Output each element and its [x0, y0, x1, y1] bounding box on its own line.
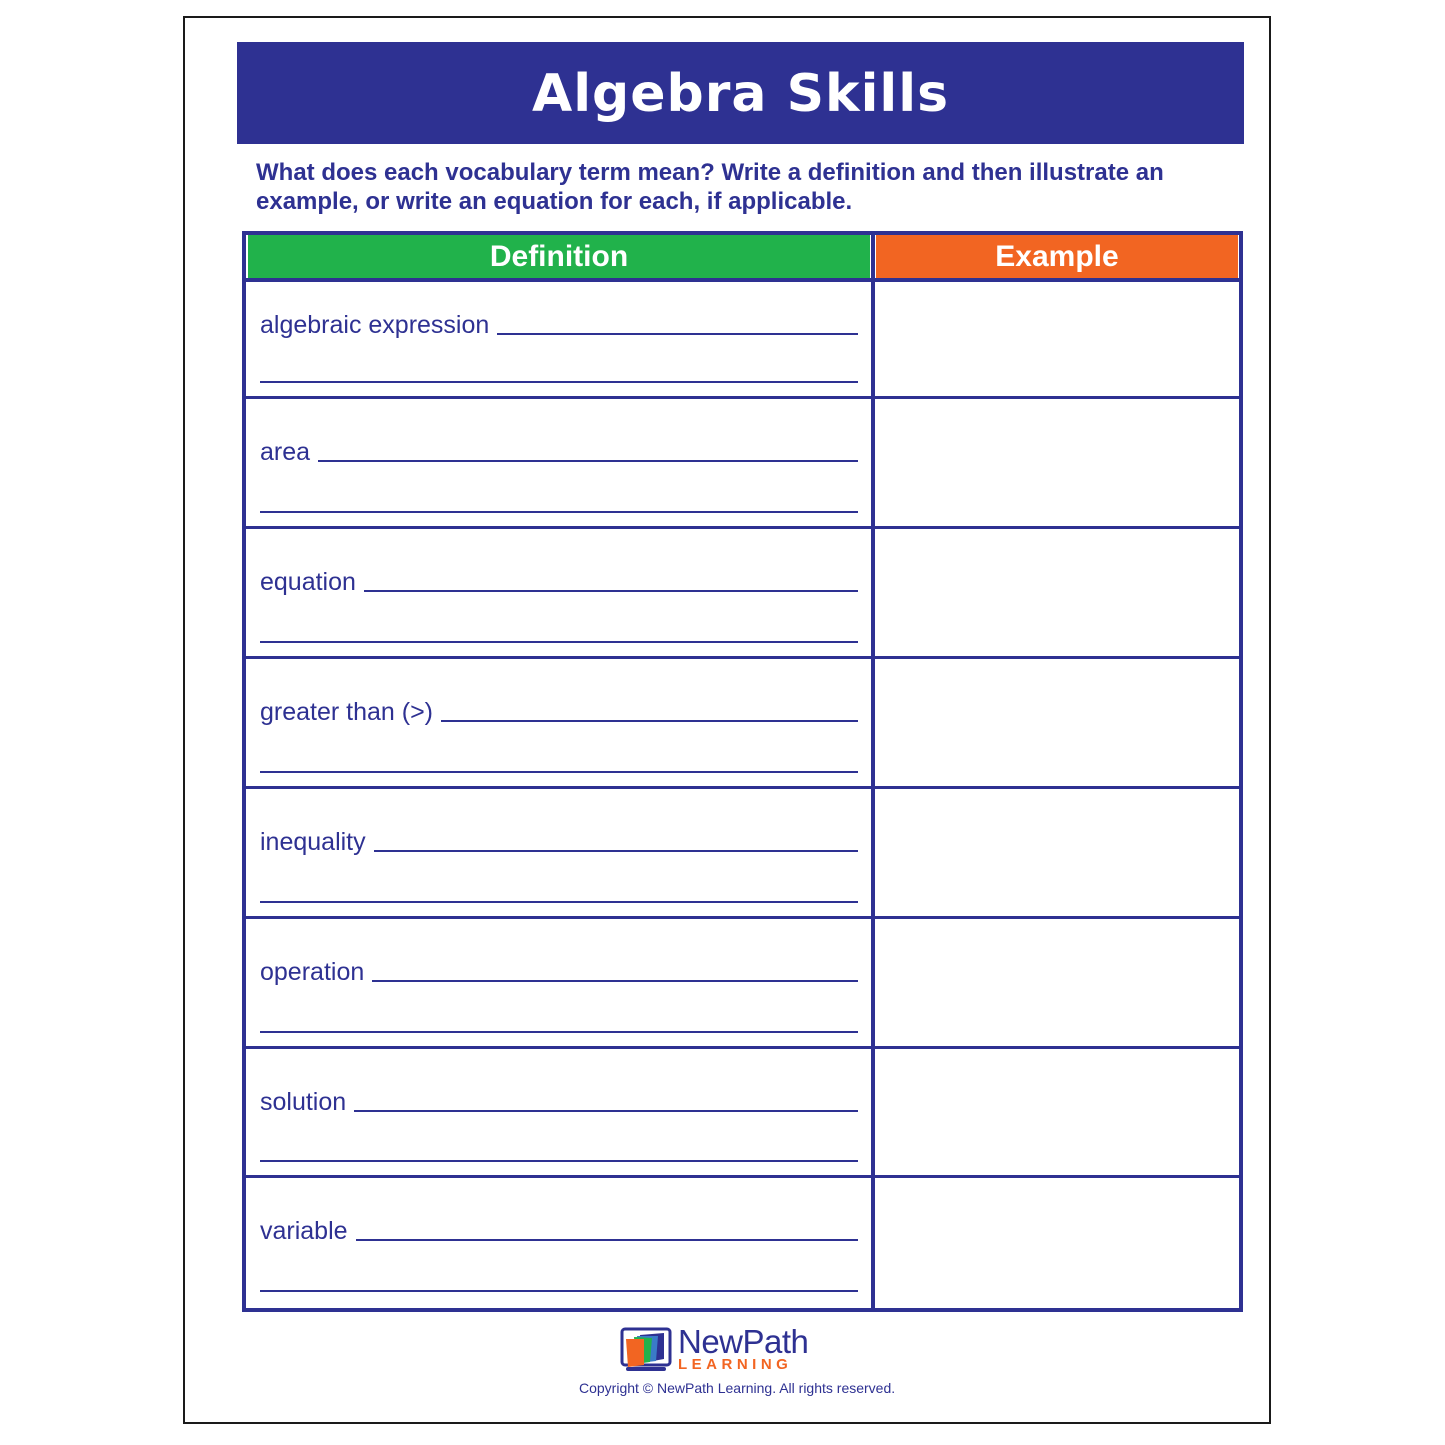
definition-blank-line[interactable] — [260, 1031, 858, 1033]
logo-name-line2: LEARNING — [678, 1356, 793, 1373]
definition-blank-line[interactable] — [372, 980, 858, 982]
logo-name-line1: NewPath — [678, 1323, 809, 1360]
definition-blank-line[interactable] — [354, 1110, 858, 1112]
term-line — [260, 1218, 858, 1244]
definition-blank-line[interactable] — [260, 641, 858, 643]
definition-blank-line[interactable] — [260, 901, 858, 903]
logo-wordmark — [678, 1323, 809, 1373]
definition-blank-line[interactable] — [260, 1160, 858, 1162]
vocabulary-term: solution — [260, 1088, 347, 1116]
example-cell[interactable] — [875, 789, 1239, 916]
newpath-logo — [620, 1323, 809, 1373]
vocabulary-term: operation — [260, 958, 365, 986]
definition-blank-line[interactable] — [364, 590, 858, 592]
example-cell[interactable] — [875, 529, 1239, 656]
definition-blank-line[interactable] — [356, 1239, 858, 1241]
example-cell[interactable] — [875, 1178, 1239, 1305]
copyright-notice: Copyright © NewPath Learning. All rights reserved. — [579, 1380, 896, 1396]
definition-blank-line[interactable] — [260, 381, 858, 383]
title-banner — [237, 42, 1244, 144]
page-title: Algebra Skills — [531, 64, 950, 124]
table-row — [246, 399, 1239, 529]
definition-blank-line[interactable] — [260, 1290, 858, 1292]
term-line — [260, 1089, 858, 1115]
table-row — [246, 659, 1239, 789]
example-cell[interactable] — [875, 1049, 1239, 1175]
vocabulary-term: inequality — [260, 828, 366, 856]
example-cell[interactable] — [875, 399, 1239, 526]
definition-blank-line[interactable] — [497, 333, 858, 335]
table-row — [246, 919, 1239, 1049]
vocabulary-term: greater than (>) — [260, 698, 434, 726]
vocabulary-term: area — [260, 438, 311, 466]
term-line — [260, 439, 858, 465]
term-line — [260, 829, 858, 855]
term-line — [260, 569, 858, 595]
book-monitor-icon — [620, 1327, 672, 1373]
definition-blank-line[interactable] — [318, 460, 858, 462]
definition-header: Definition — [248, 235, 870, 278]
term-line — [260, 312, 858, 338]
vocabulary-term: equation — [260, 568, 356, 596]
vocabulary-table — [242, 231, 1243, 1312]
example-cell[interactable] — [875, 919, 1239, 1046]
definition-blank-line[interactable] — [374, 850, 858, 852]
example-header: Example — [876, 235, 1238, 278]
table-header — [246, 235, 1239, 282]
instructions: What does each vocabulary term mean? Write a definition and then illustrate an example, or write an equation for each, if applicable. — [256, 159, 1164, 215]
vocabulary-term: variable — [260, 1217, 348, 1245]
definition-blank-line[interactable] — [260, 771, 858, 773]
definition-blank-line[interactable] — [260, 511, 858, 513]
table-row — [246, 282, 1239, 399]
vocabulary-term: algebraic expression — [260, 311, 490, 339]
table-row — [246, 789, 1239, 919]
table-row — [246, 529, 1239, 659]
table-row — [246, 1178, 1239, 1308]
table-row — [246, 1049, 1239, 1178]
example-cell[interactable] — [875, 282, 1239, 396]
example-cell[interactable] — [875, 659, 1239, 786]
term-line — [260, 699, 858, 725]
term-line — [260, 959, 858, 985]
definition-blank-line[interactable] — [441, 720, 858, 722]
